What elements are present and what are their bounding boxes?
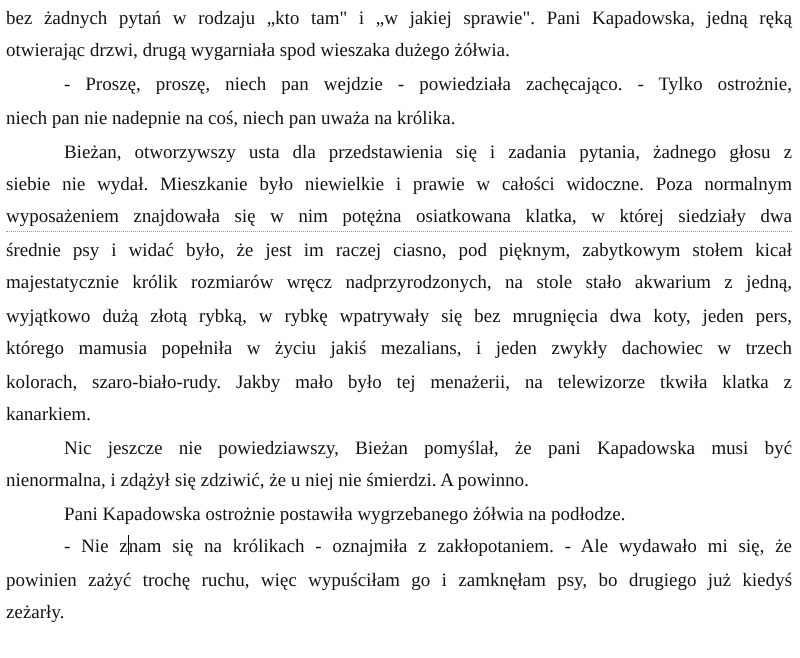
text-line: - Proszę, proszę, niech pan wejdzie - powiedziała zachęcająco. - Tylko ostrożnie, — [64, 74, 792, 95]
text-line: kolorach, szaro-biało-rudy. Jakby mało było tej menażerii, na telewizorze tkwiła klatka z — [6, 372, 792, 393]
text-line: Nic jeszcze nie powiedziawszy, Bieżan pomyślał, że pani Kapadowska musi być — [64, 438, 792, 459]
text-line: zeżarły. — [6, 602, 65, 623]
text-line: otwierając drzwi, drugą wygarniała spod wieszaka dużego żółwia. — [6, 40, 510, 61]
text-cursor — [128, 535, 129, 555]
text-line: siebie nie wydał. Mieszkanie było niewielkie i prawie w całości widoczne. Poza normalnym — [6, 174, 792, 195]
text-line: Pani Kapadowska ostrożnie postawiła wygrzebanego żółwia na podłodze. — [64, 504, 626, 525]
text-line: wyjątkowo dużą złotą rybką, w rybkę wpatrywały się bez mrugnięcia dwa koty, jeden pers, — [6, 306, 792, 327]
text-line: Bieżan, otworzywszy usta dla przedstawienia się i zadania pytania, żadnego głosu z — [64, 142, 792, 163]
text-line: wyposażeniem znajdowała się w nim potężna osiatkowana klatka, w której siedziały dwa — [6, 206, 792, 227]
text-line: majestatycznie królik rozmiarów wręcz nadprzyrodzonych, na stole stało akwarium z jedną, — [6, 272, 792, 293]
text-line: niech pan nie nadepnie na coś, niech pan uważa na królika. — [6, 108, 456, 129]
text-line: powinien zażyć trochę ruchu, więc wypuściłam go i zamknęłam psy, bo drugiego już kiedyś — [6, 570, 792, 591]
text-line: bez żadnych pytań w rodzaju „kto tam" i „w jakiej sprawie". Pani Kapadowska, jedną ręką — [6, 8, 792, 29]
text-line text-cursor-line — [64, 534, 792, 560]
text-line: nienormalna, i zdążył się zdziwić, że u niej nie śmierdzi. A powinno. — [6, 470, 529, 491]
text-line: średnie psy i widać było, że jest im raczej ciasno, pod pięknym, zabytkowym stołem kicał — [6, 240, 792, 261]
page-break-divider — [6, 231, 792, 232]
text-line: kanarkiem. — [6, 404, 91, 425]
text-line: którego mamusia popełniła w życiu jakiś mezalians, i jeden zwykły dachowiec w trzech — [6, 338, 792, 359]
text-segment: - Nie znam się na królikach - oznajmiła z zakłopotaniem. - Ale wydawało mi się, że — [64, 536, 792, 557]
